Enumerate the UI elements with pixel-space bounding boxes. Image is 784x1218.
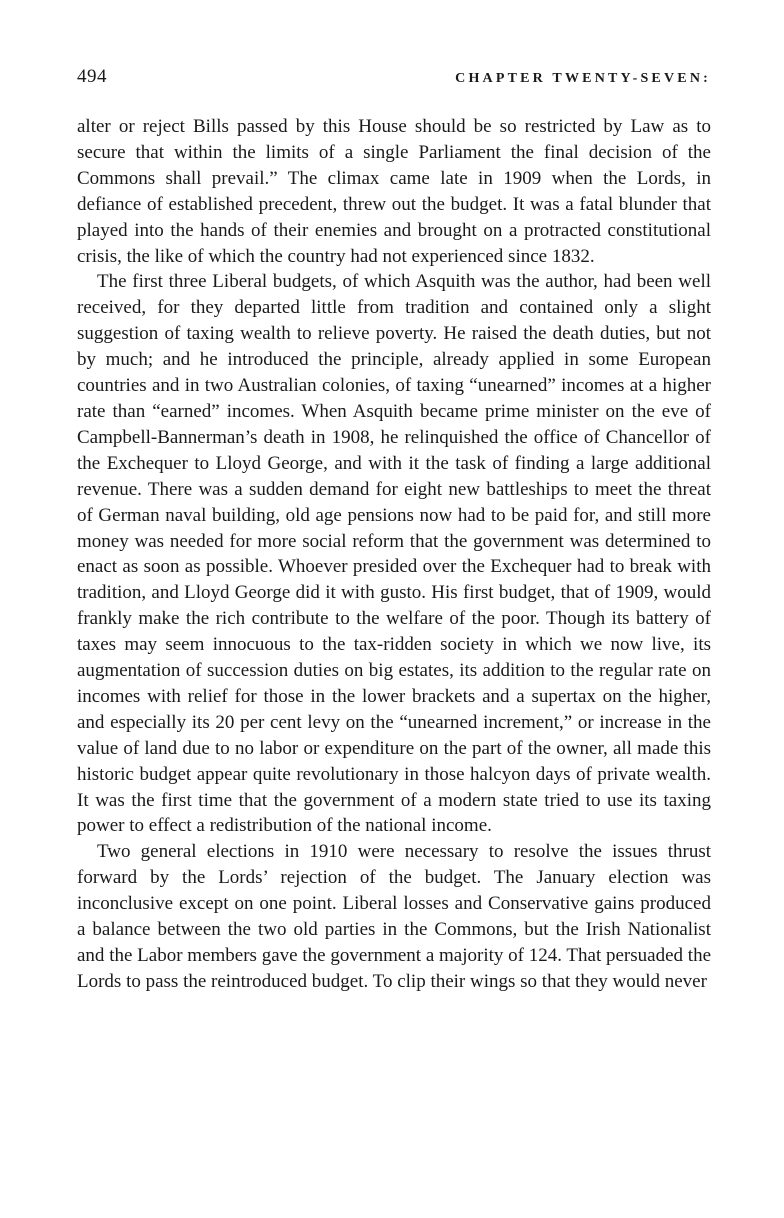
chapter-heading: CHAPTER TWENTY-SEVEN: (455, 71, 711, 86)
paragraph-1: alter or reject Bills passed by this House should be so restricted by Law as to secure that within the limits of a single Parliament the final decision of the Commons shall prevail.” The climax came late in 1909 when the Lords, in defiance of established precedent, threw out the budget. It was a fatal blunder that played into the hands of their enemies and brought on a protracted constitutional crisis, the like of which the country had not experienced since 1832. (77, 116, 711, 267)
page-number: 494 (77, 66, 107, 87)
paragraph-2: The first three Liberal budgets, of which Asquith was the author, had been well received, for they departed little from tradition and contained only a slight suggestion of taxing wealth to relieve poverty. He raised the death duties, but not by much; and he introduced the principle, already applied in some European countries and in two Australian colonies, of taxing “unearned” incomes at a higher rate than “earned” incomes. When Asquith became prime minister on the eve of Campbell-Bannerman’s death in 1908, he relinquished the office of Chancellor of the Exchequer to Lloyd George, and with it the task of finding a large additional revenue. There was a sudden demand for eight new battleships to meet the threat of German naval building, old age pensions now had to be paid for, and still more money was needed for more social reform that the government was determined to enact as soon as possible. Whoever presided over the Exchequer had to break with tradition, and Lloyd George did it with gusto. His first budget, that of 1909, would frankly make the rich contribute to the welfare of the poor. Though its battery of taxes may seem innocuous to the tax-ridden society in which we now live, its augmentation of succession duties on big estates, its addition to the regular rate on incomes with relief for those in the lower brackets and a supertax on the higher, and especially its 20 per cent levy on the “unearned increment,” or increase in the value of land due to no labor or expenditure on the part of the owner, all made this historic budget appear quite revolutionary in those halcyon days of private wealth. It was the first time that the government of a modern state tried to use its taxing power to effect a redistribution of the national income. (77, 271, 711, 837)
book-page (77, 66, 711, 995)
paragraph-3: Two general elections in 1910 were necessary to resolve the issues thrust forward by the Lords’ rejection of the budget. The January election was inconclusive except on one point. Liberal losses and Conservative gains produced a balance between the two old parties in the Commons, but the Irish Nationalist and the Labor members gave the government a majority of 124. That persuaded the Lords to pass the reintroduced budget. To clip their wings so that they would never (77, 841, 711, 992)
running-head (77, 66, 711, 98)
body-text (77, 114, 711, 995)
